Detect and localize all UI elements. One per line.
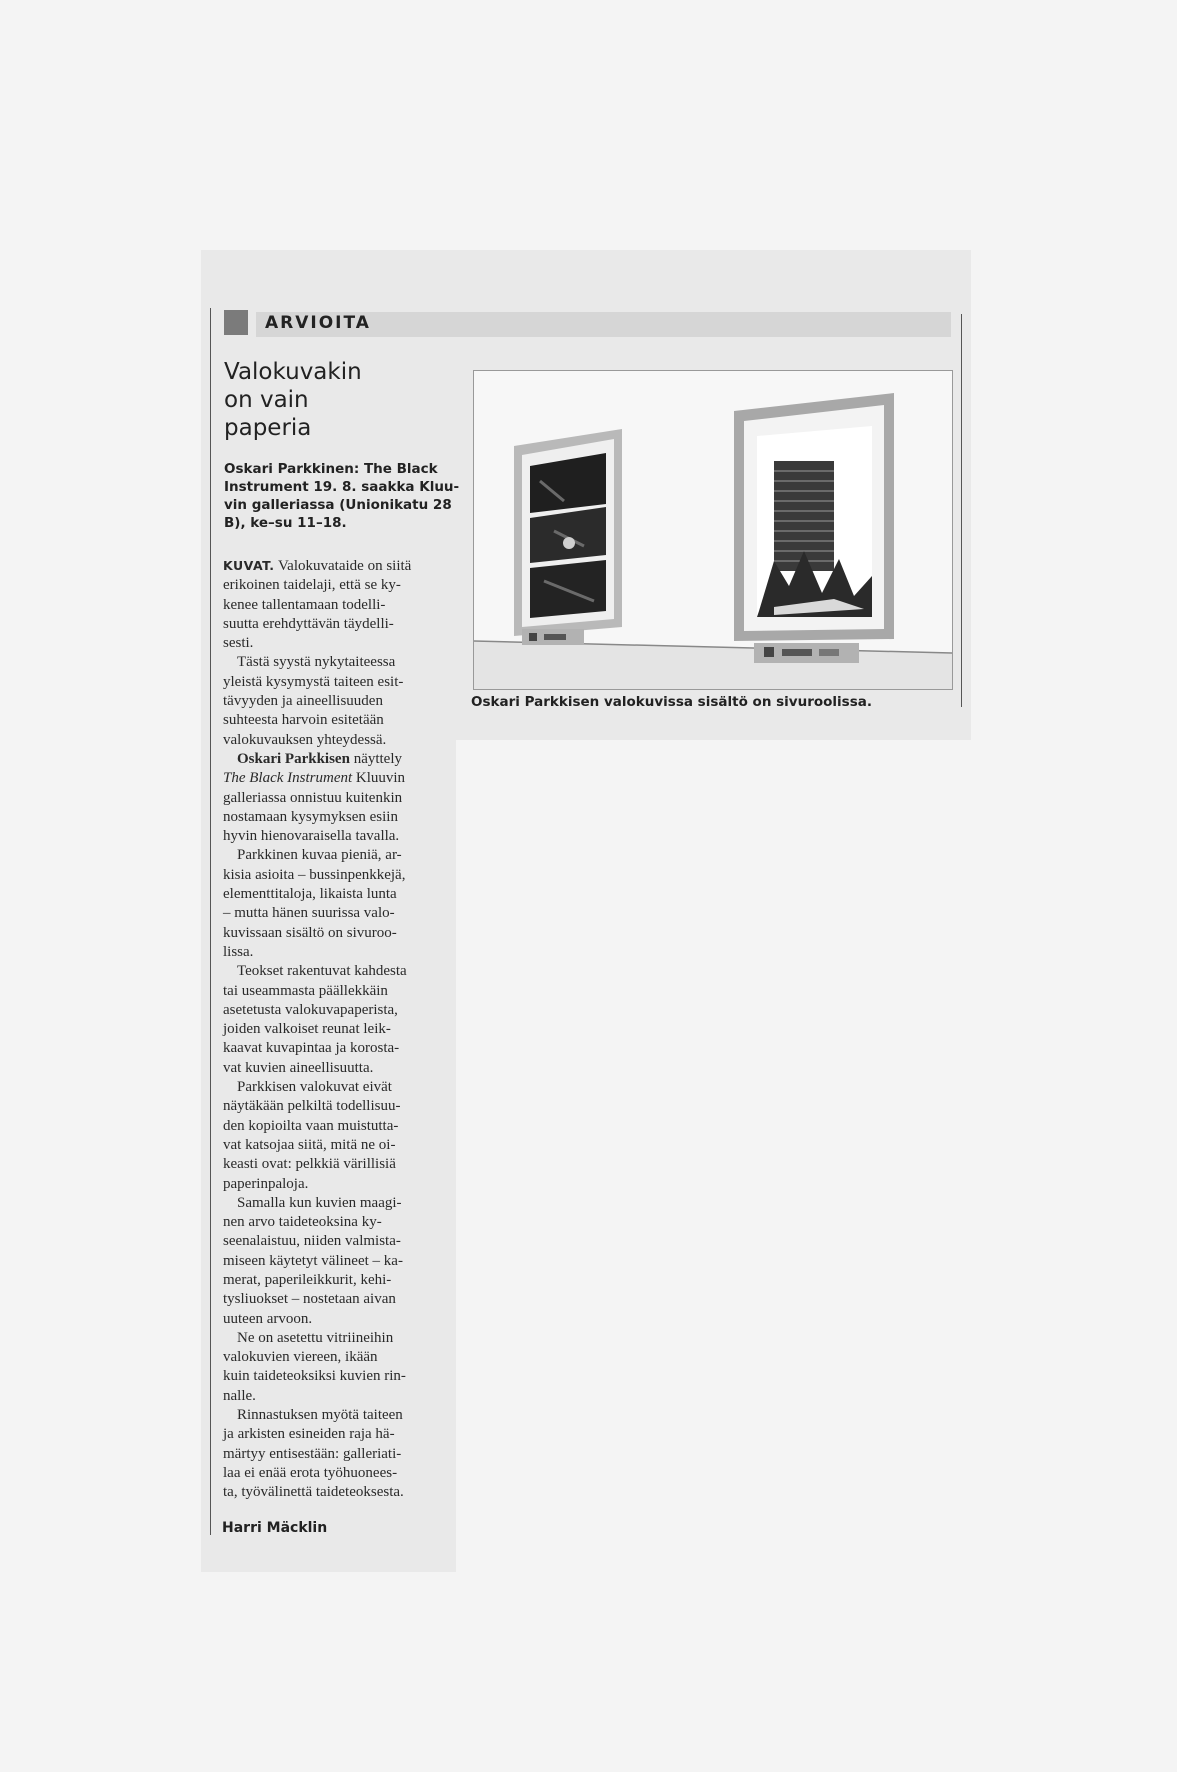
gallery-photo	[473, 370, 953, 690]
body-text: näyttely	[353, 750, 403, 767]
body-line: näytäkään pelkiltä todellisuu-	[223, 1098, 401, 1115]
body-line: tävyyden ja aineellisuuden	[223, 693, 383, 710]
body-line: lissa.	[223, 943, 254, 960]
body-line: asetetusta valokuvapaperista,	[223, 1001, 398, 1018]
body-line: keasti ovat: pelkkiä värillisiä	[223, 1156, 396, 1173]
body-line: yleistä kysymystä taiteen esit-	[223, 673, 404, 690]
info-line: Instrument 19. 8. saakka Kluu-	[224, 479, 460, 495]
body-line: den kopioilta vaan muistutta-	[223, 1117, 399, 1134]
article-body	[223, 556, 450, 1503]
body-line: Rinnastuksen myötä taiteen	[237, 1407, 403, 1424]
headline-line: Valokuvakin	[224, 359, 362, 385]
section-marker	[224, 310, 248, 335]
body-line: ta, työvälinettä taideteoksesta.	[223, 1484, 404, 1501]
exhibition-title: The Black Instrument	[223, 770, 353, 787]
body-line: suutta erehdyttävän täydelli-	[223, 615, 394, 632]
body-line	[223, 750, 450, 769]
kicker: KUVAT.	[223, 558, 275, 573]
headline-line: paperia	[224, 415, 312, 441]
body-line: kaavat kuvapintaa ja korosta-	[223, 1040, 400, 1057]
body-line: Tästä syystä nykytaiteessa	[237, 654, 396, 671]
photo-caption: Oskari Parkkisen valokuvissa sisältö on sivuroolissa.	[471, 694, 872, 710]
body-line: joiden valkoiset reunat leik-	[223, 1021, 391, 1038]
body-line: erikoinen taidelaji, että se ky-	[223, 577, 401, 594]
body-line: valokuvien viereen, ikään	[223, 1349, 378, 1366]
body-line: nen arvo taideteoksina ky-	[223, 1214, 382, 1231]
body-line: uuteen arvoon.	[223, 1310, 313, 1327]
section-label: ARVIOITA	[265, 313, 371, 333]
body-line: sesti.	[223, 635, 254, 652]
body-line: laa ei enää erota työhuonees-	[223, 1464, 398, 1481]
body-line: merat, paperileikkurit, kehi-	[223, 1271, 392, 1288]
body-line: kenee tallentamaan todelli-	[223, 596, 386, 613]
body-line: nalle.	[223, 1387, 256, 1404]
body-line	[223, 769, 450, 788]
body-line: Parkkisen valokuvat eivät	[237, 1079, 392, 1096]
body-line: vat kuvien aineellisuutta.	[223, 1059, 374, 1076]
author-signature: Harri Mäcklin	[222, 1520, 328, 1536]
body-line: kuvissaan sisältö on sivuroo-	[223, 924, 397, 941]
body-line	[223, 556, 450, 576]
body-line: valokuvauksen yhteydessä.	[223, 731, 387, 748]
column-rule-right	[961, 314, 962, 707]
body-line: – mutta hänen suurissa valo-	[223, 905, 395, 922]
body-line: nostamaan kysymyksen esiin	[223, 808, 398, 825]
body-line: märtyy entisestään: galleriati-	[223, 1445, 402, 1462]
body-line: miseen käytetyt välineet – ka-	[223, 1252, 403, 1269]
artist-name: Oskari Parkkisen	[237, 750, 350, 767]
body-line: tysliuokset – nostetaan aivan	[223, 1291, 396, 1308]
body-line: tai useammasta päällekkäin	[223, 982, 388, 999]
body-line: galleriassa onnistuu kuitenkin	[223, 789, 403, 806]
info-line: B), ke–su 11–18.	[224, 515, 347, 531]
body-line: Samalla kun kuvien maagi-	[237, 1194, 402, 1211]
article-headline	[224, 358, 414, 442]
body-line: hyvin hienovaraisella tavalla.	[223, 828, 400, 845]
body-line: vat katsojaa siitä, mitä ne oi-	[223, 1136, 396, 1153]
exhibition-info	[224, 460, 460, 532]
headline-line: on vain	[224, 387, 309, 413]
body-text: Kluuvin	[355, 770, 406, 787]
body-line: Parkkinen kuvaa pieniä, ar-	[237, 847, 402, 864]
info-line: Oskari Parkkinen: The Black	[224, 461, 438, 477]
info-line: vin galleriassa (Unionikatu 28	[224, 497, 452, 513]
body-line: kuin taideteoksiksi kuvien rin-	[223, 1368, 406, 1385]
body-line: ja arkisten esineiden raja hä-	[223, 1426, 395, 1443]
body-line: Teokset rakentuvat kahdesta	[237, 963, 407, 980]
gallery-photo-illustration	[474, 371, 952, 689]
body-line: seenalaistuu, niiden valmista-	[223, 1233, 401, 1250]
body-line: paperinpaloja.	[223, 1175, 309, 1192]
body-line: Ne on asetettu vitriineihin	[237, 1329, 394, 1346]
body-line: suhteesta harvoin esitetään	[223, 712, 384, 729]
body-line: elementtitaloja, likaista lunta	[223, 886, 397, 903]
body-line: kisia asioita – bussinpenkkejä,	[223, 866, 406, 883]
body-text: Valokuvataide on siitä	[278, 558, 412, 574]
column-rule-left	[210, 308, 211, 1535]
